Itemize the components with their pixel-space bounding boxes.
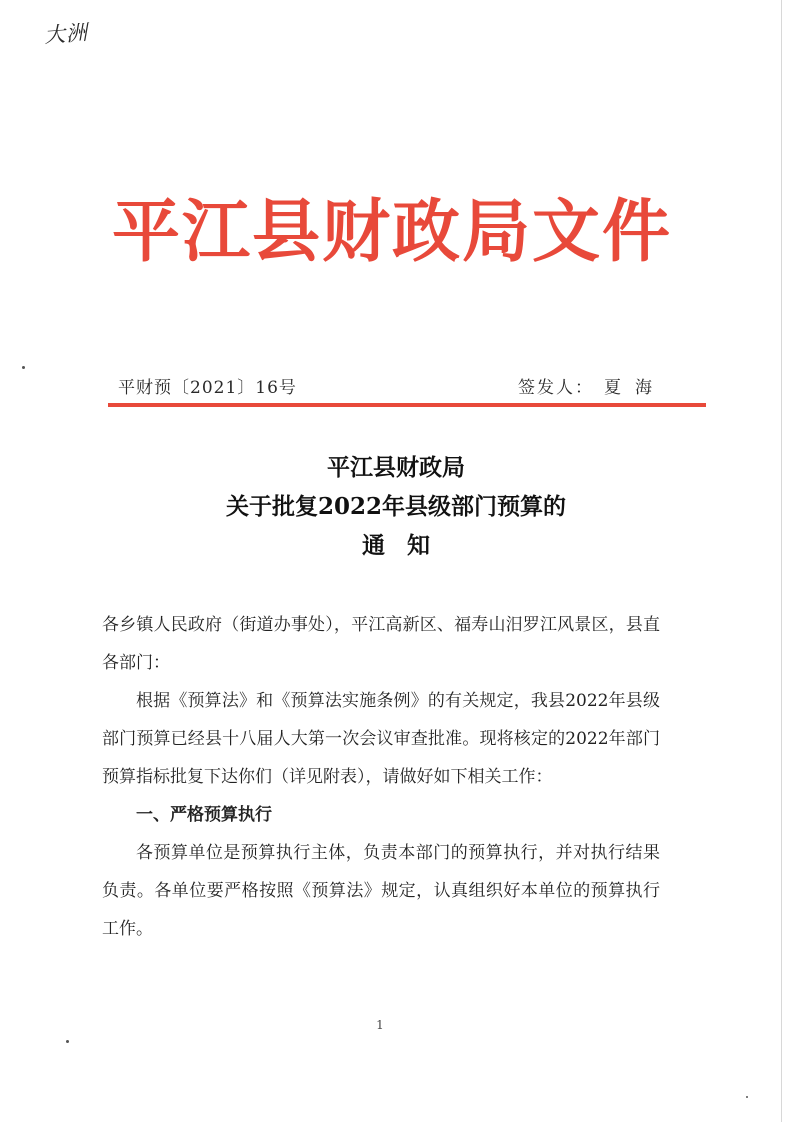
header-divider [108,403,706,407]
section-heading-1: 一、严格预算执行 [136,805,272,825]
document-header-title: 平江县财政局文件 [112,192,673,272]
notice-body [102,606,660,948]
scan-speck [22,366,25,369]
title-line-3: 通知 [362,532,452,559]
body-paragraph-2: 各预算单位是预算执行主体，负责本部门的预算执行，并对执行结果负责。各单位要严格按照《预算法》规定，认真组织好本单位的预算执行工作。 [102,843,660,939]
addressee-paragraph: 各乡镇人民政府（街道办事处），平江高新区、福寿山汨罗江风景区，县直各部门： [102,615,660,673]
document-number: 平财预〔2021〕16号 [118,378,297,398]
body-paragraph-1: 根据《预算法》和《预算法实施条例》的有关规定，我县2022年县级部门预算已经县十八届人大第一次会议审查批准。现将核定的2022年部门预算指标批复下达你们（详见附表），请做好如下相关工作： [102,691,660,787]
handwritten-note: 大洲 [43,20,89,48]
issuer-label: 签发人： [518,378,594,398]
issuer-block [518,373,666,398]
scan-speck [66,1040,69,1043]
title-line-1: 平江县财政局 [327,454,465,481]
scan-edge-line [781,0,782,1122]
page-number: 1 [376,1018,384,1032]
title-line-2: 关于批复2022年县级部门预算的 [225,493,566,520]
notice-title [100,448,692,565]
scan-speck [746,1096,748,1098]
issuer-name: 夏海 [604,378,666,398]
